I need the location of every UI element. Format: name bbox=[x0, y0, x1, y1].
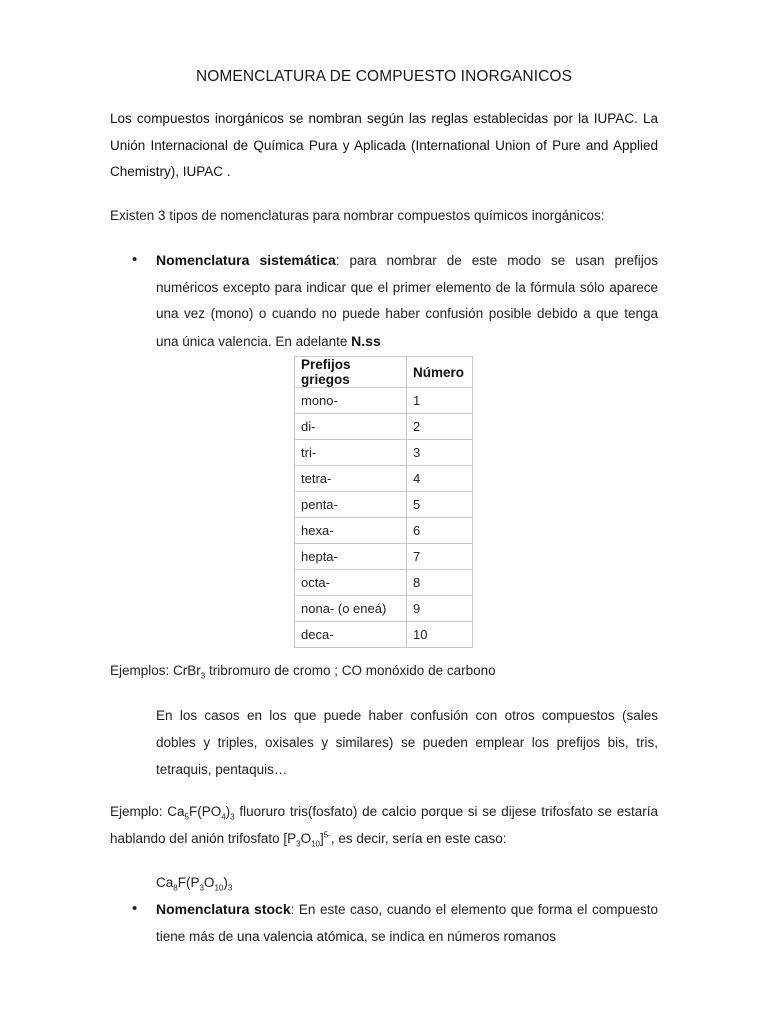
table-row bbox=[295, 518, 473, 544]
subscript: 3 bbox=[296, 839, 301, 849]
subscript: 3 bbox=[200, 671, 206, 681]
subscript: 3 bbox=[227, 883, 233, 893]
number-cell: 8 bbox=[407, 570, 473, 596]
types-intro-paragraph: Existen 3 tipos de nomenclaturas para nombrar compuestos químicos inorgánicos: bbox=[110, 208, 605, 223]
prefix-cell: tri- bbox=[295, 440, 407, 466]
prefix-cell: deca- bbox=[295, 622, 407, 648]
text-run: F(PO bbox=[188, 804, 222, 819]
table-row bbox=[295, 570, 473, 596]
bullet-stock-body-end: , se indica en números romanos bbox=[363, 928, 556, 944]
subscript: 10 bbox=[214, 883, 224, 893]
table-row bbox=[295, 388, 473, 414]
bullet-stock-text bbox=[156, 896, 658, 950]
bullet-stock-body: : En este caso, cuando el elemento que forma el compuesto tiene más de bbox=[156, 902, 659, 944]
subscript: 3 bbox=[199, 883, 204, 893]
greek-prefix-table bbox=[294, 356, 473, 648]
text-run: O bbox=[203, 875, 215, 890]
table-row bbox=[295, 492, 473, 518]
subscript: 5 bbox=[184, 812, 189, 822]
table-header-number: Número bbox=[407, 357, 473, 388]
text-run: Ejemplo: Ca bbox=[110, 804, 185, 819]
chemical-formula bbox=[156, 870, 232, 896]
examples-rest: tribromuro de cromo ; CO monóxido de carbono bbox=[205, 663, 496, 678]
bullet-stock-heading: Nomenclatura stock bbox=[156, 901, 291, 917]
confusion-paragraph: En los casos en los que puede haber confusión con otros compuestos (sales dobles y triples, oxisales y similares) se pueden emplear los prefijos bis, tris, tetraquis, pentaquis… bbox=[156, 708, 658, 777]
table-row bbox=[295, 544, 473, 570]
table-header-row bbox=[295, 357, 473, 388]
prefix-cell: nona- (o eneá) bbox=[295, 596, 407, 622]
number-cell: 4 bbox=[407, 466, 473, 492]
document-title: NOMENCLATURA DE COMPUESTO INORGANICOS bbox=[195, 68, 573, 85]
prefix-cell: di- bbox=[295, 414, 407, 440]
text-run: Ca bbox=[156, 875, 174, 890]
bullet-systematic-abbr: N.ss bbox=[351, 332, 381, 349]
number-cell: 6 bbox=[407, 518, 473, 544]
subscript: 10 bbox=[311, 839, 321, 849]
prefix-cell: octa- bbox=[295, 570, 407, 596]
text-run: fluoruro tris(fosfato) de calcio porque si se dijese trifosfato se estaría hablando del anión trifosfato [P bbox=[110, 804, 658, 846]
example-paragraph bbox=[110, 798, 658, 852]
subscript: 4 bbox=[221, 812, 226, 822]
prefix-cell: mono- bbox=[295, 388, 407, 414]
number-cell: 10 bbox=[407, 622, 473, 648]
number-cell: 3 bbox=[407, 440, 473, 466]
subscript: 3 bbox=[230, 812, 235, 822]
bullet-icon: • bbox=[132, 900, 138, 917]
bullet-stock-highlight: una valencia atómica bbox=[237, 928, 364, 944]
number-cell: 2 bbox=[407, 414, 473, 440]
table-row bbox=[295, 622, 473, 648]
number-cell: 5 bbox=[407, 492, 473, 518]
subscript: 8 bbox=[173, 883, 178, 893]
text-run: F(P bbox=[177, 875, 200, 890]
table-header-prefix: Prefijos griegos bbox=[295, 357, 407, 388]
table-row bbox=[295, 596, 473, 622]
prefix-cell: tetra- bbox=[295, 466, 407, 492]
superscript: 5- bbox=[323, 830, 331, 840]
text-run: , es decir, sería en este caso: bbox=[330, 831, 507, 846]
prefix-cell: hexa- bbox=[295, 518, 407, 544]
number-cell: 9 bbox=[407, 596, 473, 622]
number-cell: 7 bbox=[407, 544, 473, 570]
table-row bbox=[295, 466, 473, 492]
table-row bbox=[295, 440, 473, 466]
intro-paragraph: Los compuestos inorgánicos se nombran según las reglas establecidas por la IUPAC. La Unión Internacional de Química Pura y Aplicada (International Union of Pure and Applied Chemistry), IUPAC . bbox=[110, 111, 658, 179]
text-run: ] bbox=[320, 831, 324, 846]
examples-line bbox=[110, 658, 496, 684]
bullet-icon: • bbox=[132, 251, 138, 268]
prefix-cell: hepta- bbox=[295, 544, 407, 570]
number-cell: 1 bbox=[407, 388, 473, 414]
examples-label: Ejemplos: CrBr bbox=[110, 663, 201, 678]
bullet-systematic-text bbox=[156, 247, 658, 355]
text-run: ) bbox=[223, 875, 228, 890]
text-run: O bbox=[300, 831, 312, 846]
table-row bbox=[295, 414, 473, 440]
text-run: ) bbox=[225, 804, 231, 819]
prefix-cell: penta- bbox=[295, 492, 407, 518]
bullet-systematic-heading: Nomenclatura sistemática bbox=[156, 252, 336, 268]
bullet-systematic-body: : para nombrar de este modo se usan prefijos numéricos excepto para indicar que el primer elemento de la fórmula sólo aparece una vez (mono) o cuando no puede haber confusión posible debido a que tenga una única valencia. En adelante bbox=[156, 253, 658, 349]
